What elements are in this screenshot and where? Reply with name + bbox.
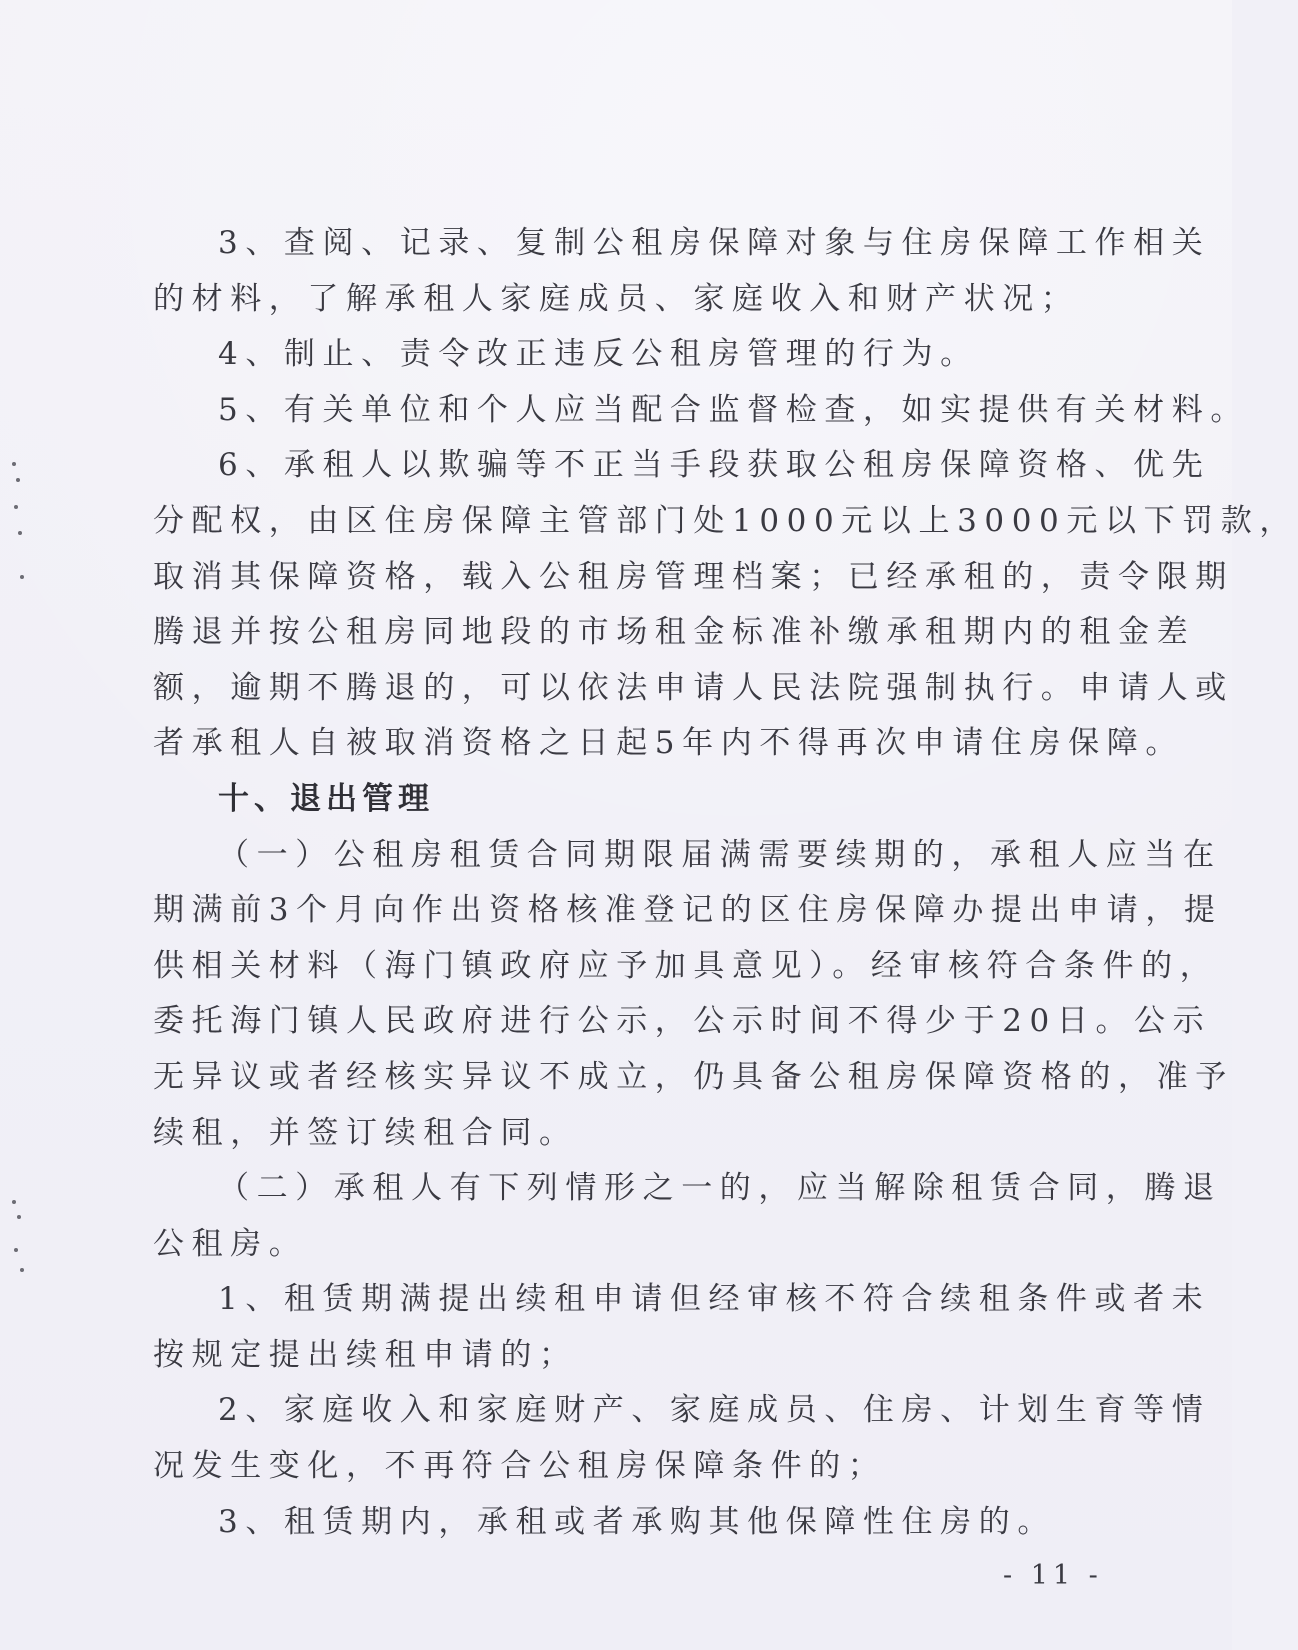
text-line: 4、制止、责令改正违反公租房管理的行为。 bbox=[218, 336, 979, 373]
text-line: 的材料，了解承租人家庭成员、家庭收入和财产状况； bbox=[153, 280, 1080, 317]
text-line: 2、家庭收入和家庭财产、家庭成员、住房、计划生育等情 bbox=[218, 1392, 1211, 1429]
text-line: 按规定提出续租申请的； bbox=[153, 1336, 578, 1373]
text-line: 1、租赁期满提出续租申请但经审核不符合续租条件或者未 bbox=[218, 1281, 1211, 1318]
text-line: 公租房。 bbox=[153, 1225, 308, 1262]
text-line: 取消其保障资格，载入公租房管理档案；已经承租的，责令限期 bbox=[153, 558, 1234, 595]
text-line: 无异议或者经核实异议不成立，仍具备公租房保障资格的，准予 bbox=[153, 1058, 1234, 1095]
text-line: 额，逾期不腾退的，可以依法申请人民法院强制执行。申请人或 bbox=[153, 669, 1234, 706]
text-line: 5、有关单位和个人应当配合监督检查，如实提供有关材料。 bbox=[218, 391, 1249, 428]
text-line: 分配权，由区住房保障主管部门处1000元以上3000元以下罚款， bbox=[153, 502, 1298, 539]
page-number: - 11 - bbox=[1003, 1560, 1103, 1591]
binding-hole-marks bbox=[8, 0, 38, 1650]
text-line: 者承租人自被取消资格之日起5年内不得再次申请住房保障。 bbox=[153, 725, 1184, 762]
text-line: 期满前3个月向作出资格核准登记的区住房保障办提出申请，提 bbox=[153, 892, 1223, 929]
document-body bbox=[153, 216, 1298, 1550]
section-heading: 十、退出管理 bbox=[218, 780, 434, 817]
text-line: 3、查阅、记录、复制公租房保障对象与住房保障工作相关 bbox=[218, 225, 1211, 261]
text-line: 6、承租人以欺骗等不正当手段获取公租房保障资格、优先 bbox=[218, 447, 1211, 484]
text-line: 供相关材料（海门镇政府应予加具意见）。经审核符合条件的， bbox=[153, 947, 1219, 984]
text-line: 腾退并按公租房同地段的市场租金标准补缴承租期内的租金差 bbox=[153, 614, 1196, 651]
text-line: （二）承租人有下列情形之一的，应当解除租赁合同，腾退 bbox=[218, 1170, 1222, 1207]
text-line: 况发生变化，不再符合公租房保障条件的； bbox=[153, 1448, 887, 1485]
text-line: （一）公租房租赁合同期限届满需要续期的，承租人应当在 bbox=[218, 836, 1222, 873]
text-line: 3、租赁期内，承租或者承购其他保障性住房的。 bbox=[218, 1503, 1056, 1540]
text-line: 委托海门镇人民政府进行公示，公示时间不得少于20日。公示 bbox=[153, 1003, 1212, 1040]
text-line: 续租，并签订续租合同。 bbox=[153, 1114, 578, 1151]
